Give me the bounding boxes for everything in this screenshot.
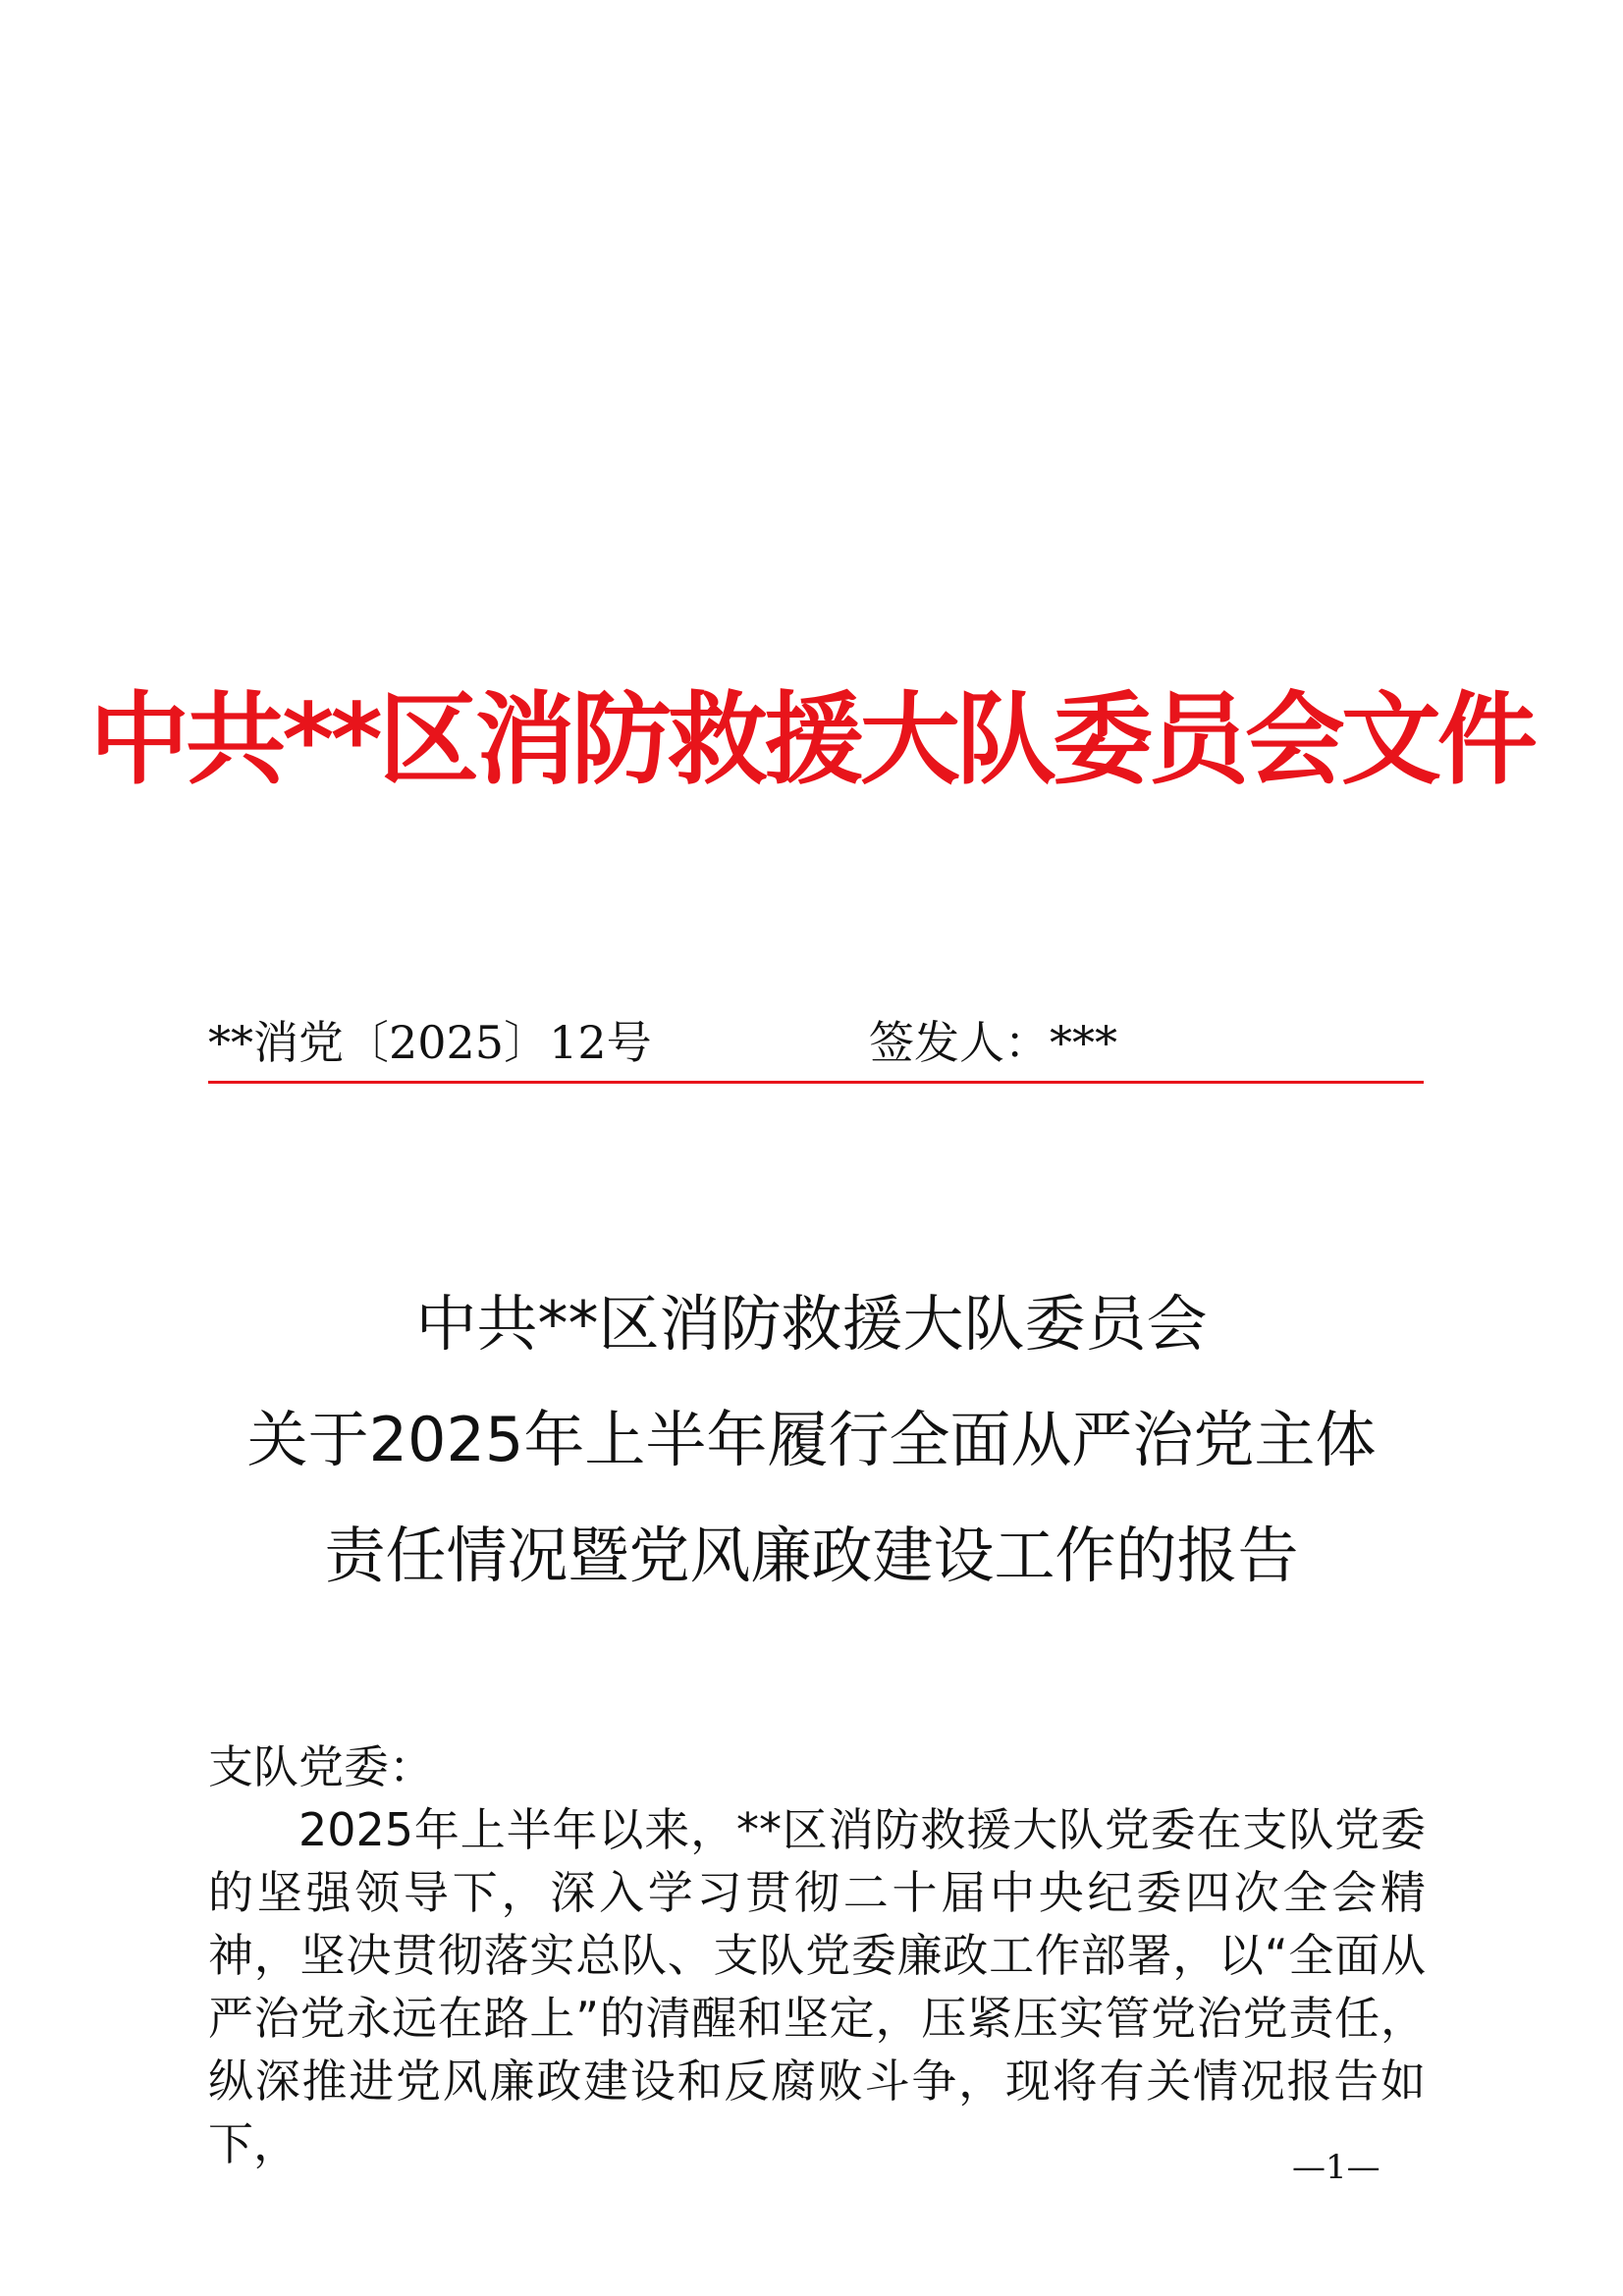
- document-number: **消党〔2025〕12号: [208, 1016, 652, 1069]
- document-masthead: 中共**区消防救援大队委员会文件: [89, 682, 1534, 799]
- salutation: 支队党委：: [208, 1740, 434, 1793]
- title-line-2: 关于2025年上半年履行全面从严治党主体: [246, 1404, 1377, 1475]
- signer-line: 签发人：***: [869, 1016, 1117, 1069]
- title-line-1: 中共**区消防救援大队委员会: [415, 1288, 1208, 1360]
- page-number: —1—: [1292, 2148, 1380, 2187]
- report-title: [0, 1266, 1623, 1614]
- report-body: [208, 1735, 1426, 2175]
- body-paragraph: 2025年上半年以来，**区消防救援大队党委在支队党委的坚强领导下，深入学习贯彻二十届中央纪委四次全会精神，坚决贯彻落实总队、支队党委廉政工作部署，以“全面从严治党永远在路上”的清醒和坚定，压紧压实管党治党责任，纵深推进党风廉政建设和反腐败斗争，现将有关情况报告如下，: [208, 1803, 1426, 2170]
- red-separator-rule: [208, 1081, 1424, 1084]
- title-line-3: 责任情况暨党风廉政建设工作的报告: [324, 1520, 1299, 1591]
